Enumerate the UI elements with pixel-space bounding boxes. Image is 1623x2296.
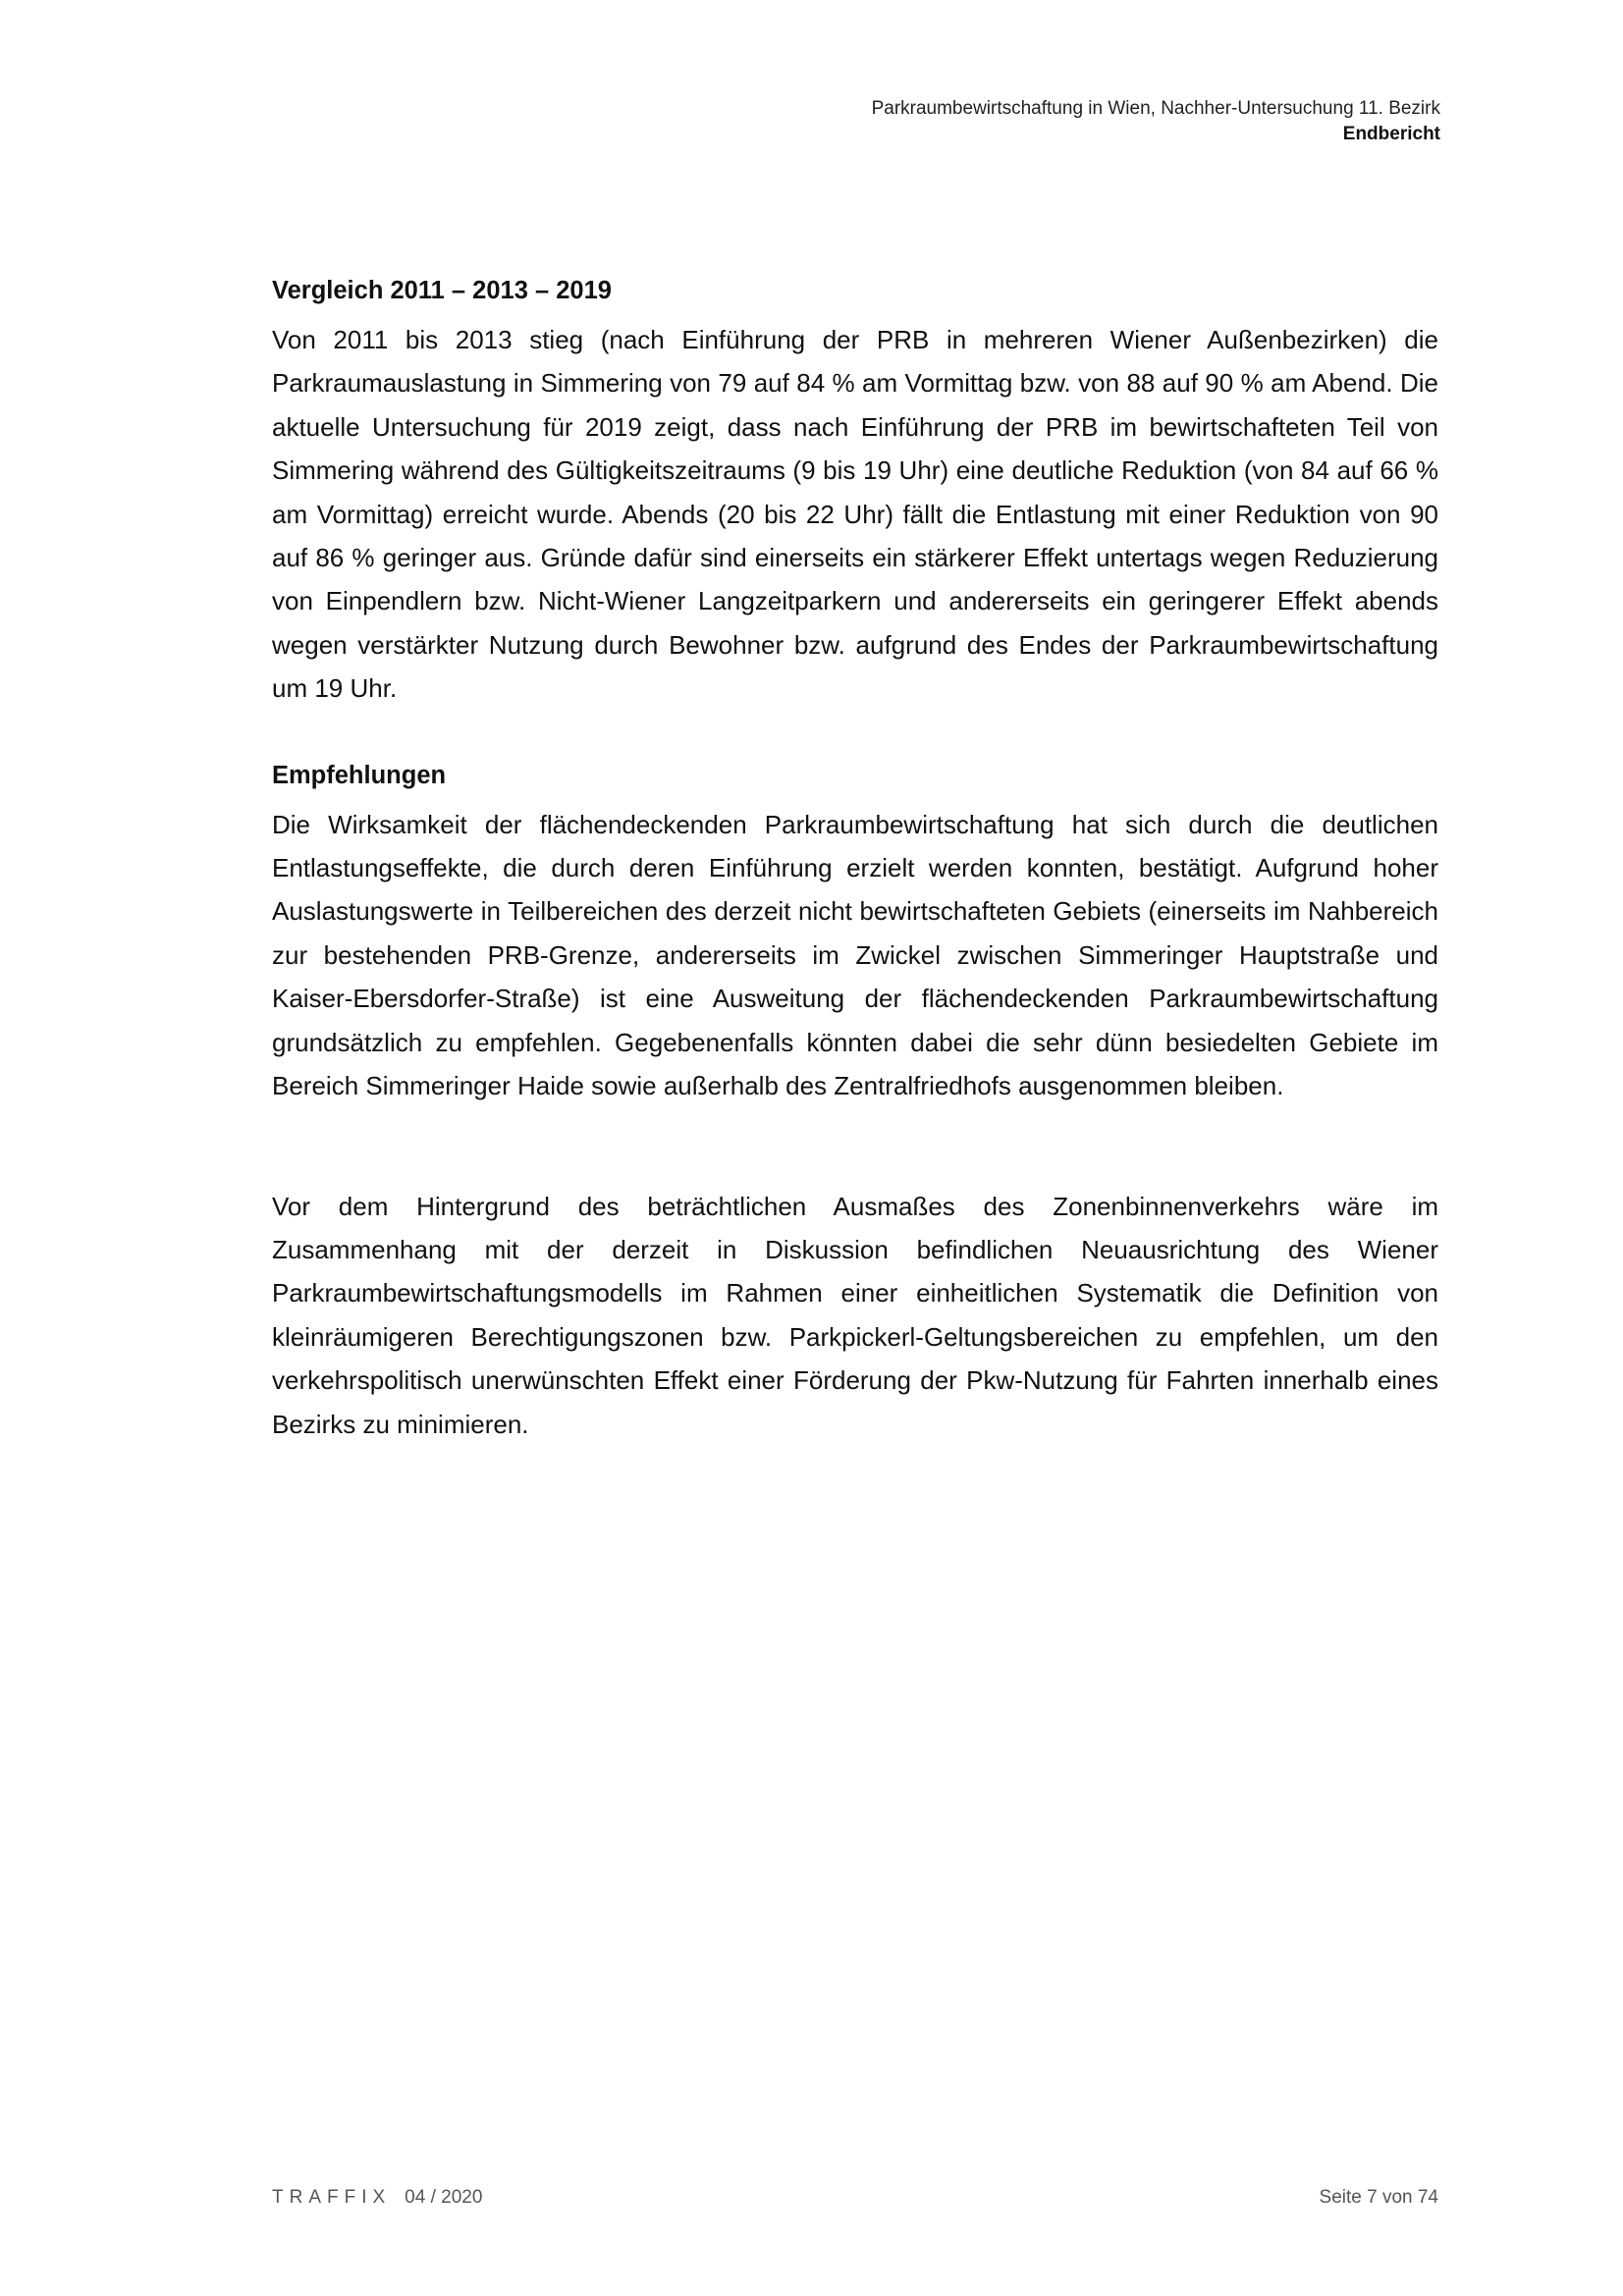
paragraph: Von 2011 bis 2013 stieg (nach Einführung der PRB in mehreren Wiener Außenbezirken) die Parkraumauslastung in Simmering von 79 auf 84 % am Vormittag bzw. von 88 auf 90 % am Abend. Die aktuelle Untersuchung für 2019 zeigt, dass nach Einführung der PRB im bewirtschafteten Teil von Simmering während des Gültigkeitszeitraums (9 bis 19 Uhr) eine deutliche Reduktion (von 84 auf 66 % am Vormittag) erreicht wurde. Abends (20 bis 22 Uhr) fällt die Entlastung mit einer Reduktion von 90 auf 86 % geringer aus. Gründe dafür sind einerseits ein stärkerer Effekt untertags wegen Reduzierung von Einpendlern bzw. Nicht-Wiener Langzeitparkern und andererseits ein geringerer Effekt abends wegen verstärkter Nutzung durch Bewohner bzw. aufgrund des Endes der Parkraumbewirtschaftung um 19 Uhr. <box>272 325 1438 704</box>
page-number: Seite 7 von 74 <box>1319 2187 1438 2208</box>
paragraph: Vor dem Hintergrund des beträchtlichen Ausmaßes des Zonenbinnenverkehrs wäre im Zusammenhang mit der derzeit in Diskussion befindlichen Neuausrichtung des Wiener Parkraumbewirtschaftungsmodells im Rahmen einer einheitlichen Systematik die Definition von kleinräumigeren Berechtigungszonen bzw. Parkpickerl-Geltungsbereichen zu empfehlen, um den verkehrspolitisch unerwünschten Effekt einer Förderung der Pkw-Nutzung für Fahrten innerhalb eines Bezirks zu minimieren. <box>272 1191 1438 1439</box>
report-title: Parkraumbewirtschaftung in Wien, Nachher-Untersuchung 11. Bezirk <box>871 98 1440 119</box>
paragraph: Die Wirksamkeit der flächendeckenden Parkraumbewirtschaftung hat sich durch die deutlichen Entlastungseffekte, die durch deren Einführung erzielt werden konnten, bestätigt. Aufgrund hoher Auslastungswerte in Teilbereichen des derzeit nicht bewirtschafteten Gebiets (einerseits im Nahbereich zur bestehenden PRB-Grenze, andererseits im Zwickel zwischen Simmeringer Hauptstraße und Kaiser-Ebersdorfer-Straße) ist eine Ausweitung der flächendeckenden Parkraumbewirtschaftung grundsätzlich zu empfehlen. Gegebenenfalls könnten dabei die sehr dünn besiedelten Gebiete im Bereich Simmeringer Haide sowie außerhalb des Zentralfriedhofs ausgenommen bleiben. <box>272 809 1438 1101</box>
report-subtitle: Endbericht <box>1342 124 1440 144</box>
spacer <box>272 711 1438 754</box>
footer-brand: TRAFFIX <box>272 2187 392 2208</box>
spacer <box>272 1108 1438 1185</box>
main-content <box>272 269 1438 1446</box>
footer-date: 04 / 2020 <box>405 2187 483 2208</box>
footer-left <box>272 2185 482 2211</box>
section-recommendations <box>272 754 1438 1446</box>
section-heading: Vergleich 2011 – 2013 – 2019 <box>272 277 612 304</box>
section-heading: Empfehlungen <box>272 761 447 789</box>
page-header <box>557 96 1440 147</box>
section-comparison <box>272 269 1438 711</box>
